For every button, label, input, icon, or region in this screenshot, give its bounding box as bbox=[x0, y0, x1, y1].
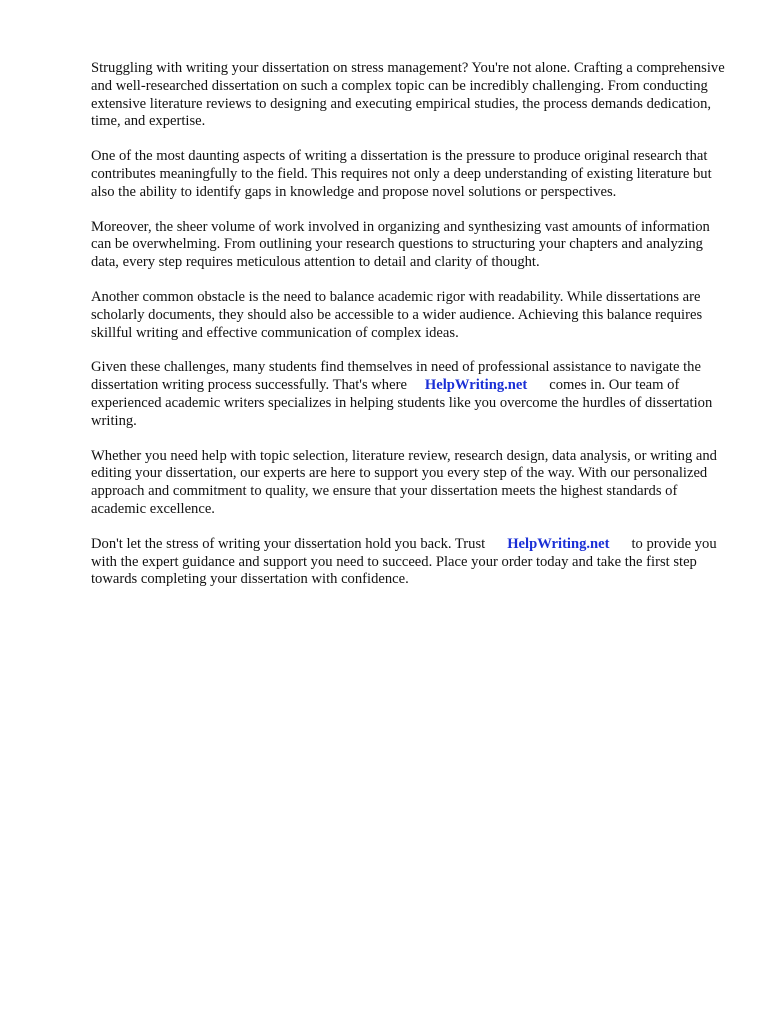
paragraph-cta-text-after: to provide you with the expert guidance and support you need to succeed. Place your order today and take the first step towards completing your dissertation with confidence. bbox=[91, 535, 717, 588]
paragraph-call-to-action bbox=[91, 536, 731, 589]
paragraph-readability: Another common obstacle is the need to balance academic rigor with readability. While dissertations are scholarly documents, they should also be accessible to a wider audience. Achieving this balance requires skillful writing and effective communication of complex ideas. bbox=[91, 288, 703, 341]
paragraph-assistance bbox=[91, 359, 731, 430]
paragraph-cta-text-before: Don't let the stress of writing your dissertation hold you back. Trust bbox=[91, 535, 486, 552]
helpwriting-link-cta[interactable]: HelpWriting.net bbox=[507, 535, 610, 552]
paragraph-services: Whether you need help with topic selection, literature review, research design, data analysis, or writing and editing your dissertation, our experts are here to support you every step of the way. With our personalized approach and commitment to quality, we ensure that your dissertation meets the highest standards of academic excellence. bbox=[91, 447, 717, 517]
paragraph-assistance-text-after: comes in. Our team of experienced academic writers specializes in helping students like you overcome the hurdles of dissertation writing. bbox=[91, 377, 713, 429]
paragraph-intro: Struggling with writing your dissertation on stress management? You're not alone. Crafting a comprehensive and well-researched dissertation on such a complex topic can be incredibly challenging. From conducting extensive literature reviews to designing and executing empirical studies, the process demands dedication, time, and expertise. bbox=[91, 60, 725, 130]
paragraph-original-research: One of the most daunting aspects of writing a dissertation is the pressure to produce original research that contributes meaningfully to the field. This requires not only a deep understanding of existing literature but also the ability to identify gaps in knowledge and propose novel solutions or perspectives. bbox=[91, 148, 712, 200]
paragraph-assistance-text-before: Given these challenges, many students find themselves in need of professional assistance to navigate the dissertation writing process successfully. That's where bbox=[91, 359, 701, 394]
helpwriting-link[interactable]: HelpWriting.net bbox=[424, 377, 528, 394]
document-body bbox=[91, 60, 731, 606]
paragraph-workload: Moreover, the sheer volume of work involved in organizing and synthesizing vast amounts of information can be overwhelming. From outlining your research questions to structuring your chapters and analyzing data, every step requires meticulous attention to detail and clarity of thought. bbox=[91, 218, 710, 271]
